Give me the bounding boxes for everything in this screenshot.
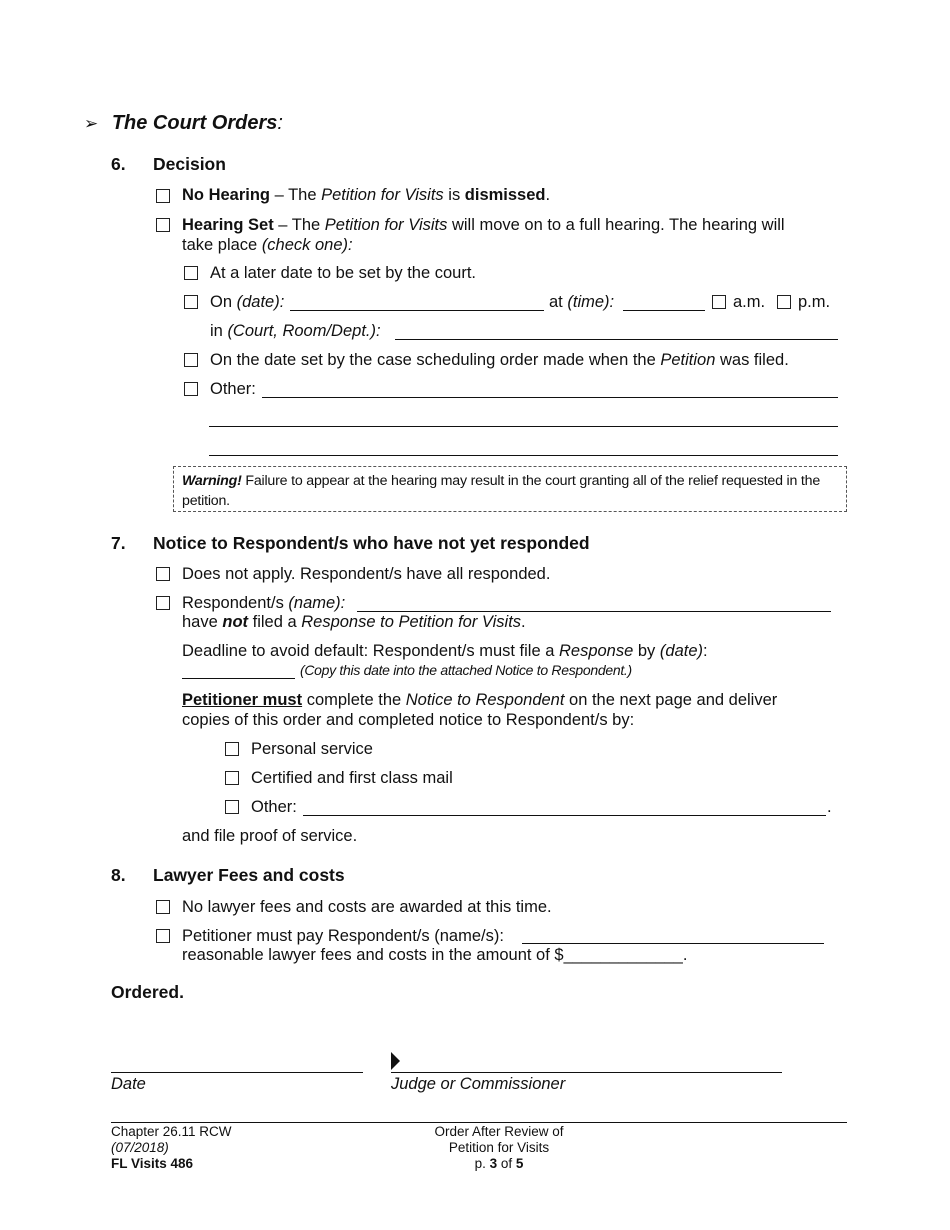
heading-title: The Court Orders <box>111 112 278 134</box>
hearing-set-text: Hearing Set – The Petition for Visits will move on to a full hearing. The hearing will take place (check one): <box>182 216 785 254</box>
case-scheduling-text: On the date set by the case scheduling order made when the Petition was filed. <box>210 351 789 369</box>
must-pay-text-1: Petitioner must pay Respondent/s (name/s): <box>182 927 504 945</box>
section-heading <box>84 112 283 135</box>
respondent-not-filed-text: have not filed a Response to Petition for Visits. <box>182 613 526 631</box>
footer-title-1: Order After Review of <box>434 1124 564 1139</box>
must-pay-name-field[interactable] <box>522 943 824 944</box>
no-fees-text: No lawyer fees and costs are awarded at this time. <box>182 898 552 916</box>
no-fees-checkbox[interactable] <box>156 900 170 914</box>
deadline-text: Deadline to avoid default: Respondent/s must file a Response by (date): <box>182 642 708 660</box>
warning-text: Failure to appear at the hearing may result in the court granting all of the relief requested in the petition. <box>182 473 821 509</box>
date-signature-label: Date <box>111 1075 146 1093</box>
pm-checkbox[interactable] <box>777 295 791 309</box>
heading-colon: : <box>277 112 283 134</box>
proof-of-service-text: and file proof of service. <box>182 827 358 845</box>
arrow-icon: ➢ <box>84 114 99 134</box>
does-not-apply-checkbox[interactable] <box>156 567 170 581</box>
am-checkbox[interactable] <box>712 295 726 309</box>
later-date-text: At a later date to be set by the court. <box>210 264 476 282</box>
other-service-checkbox[interactable] <box>225 800 239 814</box>
footer-title-2: Petition for Visits <box>448 1140 550 1155</box>
other-hearing-checkbox[interactable] <box>184 382 198 396</box>
respondent-name-field[interactable] <box>357 611 831 612</box>
court-label: in (Court, Room/Dept.): <box>210 322 381 340</box>
section-6-title: Decision <box>153 154 226 174</box>
footer-revision: (07/2018) <box>111 1140 169 1155</box>
on-date-checkbox[interactable] <box>184 295 198 309</box>
deadline-copy-note: (Copy this date into the attached Notice to Respondent.) <box>300 662 632 678</box>
section-8-title: Lawyer Fees and costs <box>153 865 345 885</box>
footer-left <box>111 1124 232 1172</box>
certified-mail-label: Certified and first class mail <box>251 769 453 787</box>
no-hearing-text: No Hearing – The Petition for Visits is dismissed. <box>182 186 551 204</box>
date-signature-line[interactable] <box>111 1072 363 1073</box>
court-field[interactable] <box>395 339 838 340</box>
must-pay-text-2: reasonable lawyer fees and costs in the amount of $_____________. <box>182 946 688 964</box>
case-scheduling-checkbox[interactable] <box>184 353 198 367</box>
respondent-checkbox[interactable] <box>156 596 170 610</box>
personal-service-checkbox[interactable] <box>225 742 239 756</box>
judge-signature-line[interactable] <box>391 1072 782 1073</box>
time-field[interactable] <box>623 310 705 311</box>
signature-arrow-icon <box>391 1052 401 1070</box>
section-8-number: 8. <box>111 865 126 885</box>
footer-form-id: FL Visits 486 <box>111 1156 194 1171</box>
hearing-set-checkbox[interactable] <box>156 218 170 232</box>
deadline-date-field[interactable] <box>182 678 295 679</box>
other-hearing-line-3[interactable] <box>209 455 838 456</box>
other-hearing-field[interactable] <box>262 397 838 398</box>
other-hearing-line-2[interactable] <box>209 426 838 427</box>
on-date-label: On (date): <box>210 293 285 311</box>
respondent-label: Respondent/s (name): <box>182 594 346 612</box>
warning-box <box>173 466 847 512</box>
does-not-apply-text: Does not apply. Respondent/s have all responded. <box>182 565 551 583</box>
later-date-checkbox[interactable] <box>184 266 198 280</box>
footer-divider <box>111 1122 847 1123</box>
judge-signature-label: Judge or Commissioner <box>391 1075 566 1093</box>
footer-center <box>399 1124 599 1172</box>
must-pay-checkbox[interactable] <box>156 929 170 943</box>
petitioner-must-text: Petitioner must complete the Notice to Respondent on the next page and deliver copies of this order and completed notice to Respondent/s by: <box>182 691 778 729</box>
other-hearing-label: Other: <box>210 380 256 398</box>
footer-page: p. 3 of 5 <box>474 1156 524 1171</box>
am-label: a.m. <box>733 293 766 311</box>
section-6-number: 6. <box>111 154 126 174</box>
footer-chapter: Chapter 26.11 RCW <box>111 1124 232 1139</box>
certified-mail-checkbox[interactable] <box>225 771 239 785</box>
at-time-label: at (time): <box>549 293 615 311</box>
section-7-title: Notice to Respondent/s who have not yet responded <box>153 533 590 553</box>
pm-label: p.m. <box>798 293 831 311</box>
other-service-label: Other: <box>251 798 297 816</box>
other-service-field[interactable] <box>303 815 826 816</box>
no-hearing-checkbox[interactable] <box>156 189 170 203</box>
date-field[interactable] <box>290 310 544 311</box>
warning-label: Warning! <box>182 473 242 489</box>
personal-service-label: Personal service <box>251 740 373 758</box>
section-7-number: 7. <box>111 533 126 553</box>
ordered-label: Ordered. <box>111 982 184 1002</box>
other-service-period: . <box>827 798 832 816</box>
